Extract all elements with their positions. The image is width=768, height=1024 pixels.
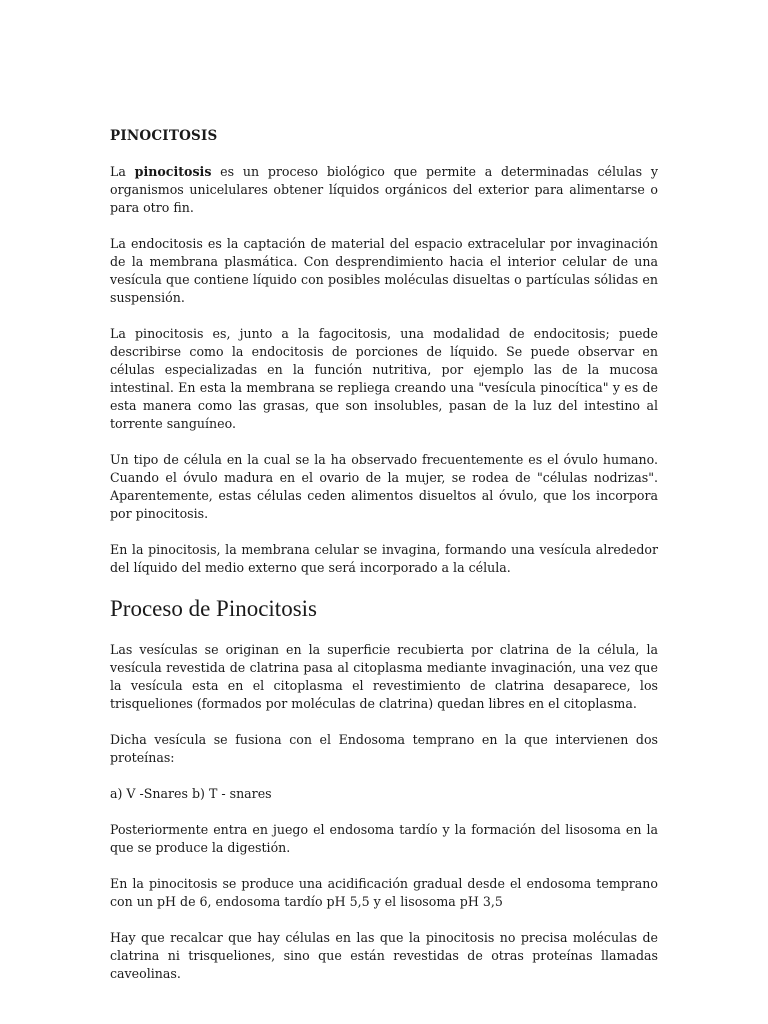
paragraph: La pinocitosis es, junto a la fagocitosis, una modalidad de endocitosis; puede describirse como la endocitosis de porciones de líquido. Se puede observar en células especializadas en la función nutritiva, por ejemplo las de la mucosa intestinal. En esta la membrana se repliega creando una "vesícula pinocítica" y es de esta manera como las grasas, que son insolubles, pasan de la luz del intestino al torrente sanguíneo.: [110, 326, 658, 431]
section-heading: Proceso de Pinocitosis: [110, 596, 317, 621]
paragraph: Posteriormente entra en juego el endosoma tardío y la formación del lisosoma en la que se produce la digestión.: [110, 822, 658, 855]
paragraph: Hay que recalcar que hay células en las que la pinocitosis no precisa moléculas de clatrina ni trisqueliones, sino que están revestidas de otras proteínas llamadas caveolinas.: [110, 930, 658, 981]
paragraph: En la pinocitosis se produce una acidificación gradual desde el endosoma temprano con un pH de 6, endosoma tardío pH 5,5 y el lisosoma pH 3,5: [110, 876, 658, 909]
paragraph: En la pinocitosis, la membrana celular se invagina, formando una vesícula alrededor del líquido del medio externo que será incorporado a la célula.: [110, 542, 658, 575]
paragraph: Un tipo de célula en la cual se la ha observado frecuentemente es el óvulo humano. Cuando el óvulo madura en el ovario de la mujer, se rodea de "células nodrizas". Aparentemente, estas células ceden alimentos disueltos al óvulo, que los incorpora por pinocitosis.: [110, 452, 658, 521]
intro-rest: es un proceso biológico que permite a determinadas células y organismos unicelulares obtener líquidos orgánicos del exterior para alimentarse o para otro fin.: [110, 164, 658, 215]
paragraph: a) V -Snares b) T - snares: [110, 786, 272, 801]
document-page: [110, 127, 658, 1001]
paragraph: Las vesículas se originan en la superficie recubierta por clatrina de la célula, la vesícula revestida de clatrina pasa al citoplasma mediante invaginación, una vez que la vesícula esta en el citoplasma el revestimiento de clatrina desaparece, los trisqueliones (formados por moléculas de clatrina) quedan libres en el citoplasma.: [110, 642, 658, 711]
intro-prefix: La: [110, 164, 135, 179]
intro-bold-term: pinocitosis: [134, 164, 212, 179]
document-title: PINOCITOSIS: [110, 128, 218, 144]
paragraph: La endocitosis es la captación de material del espacio extracelular por invaginación de la membrana plasmática. Con desprendimiento hacia el interior celular de una vesícula que contiene líquido con posibles moléculas disueltas o partículas sólidas en suspensión.: [110, 236, 658, 305]
intro-paragraph: [110, 163, 658, 217]
paragraph: Dicha vesícula se fusiona con el Endosoma temprano en la que intervienen dos proteínas:: [110, 732, 658, 765]
